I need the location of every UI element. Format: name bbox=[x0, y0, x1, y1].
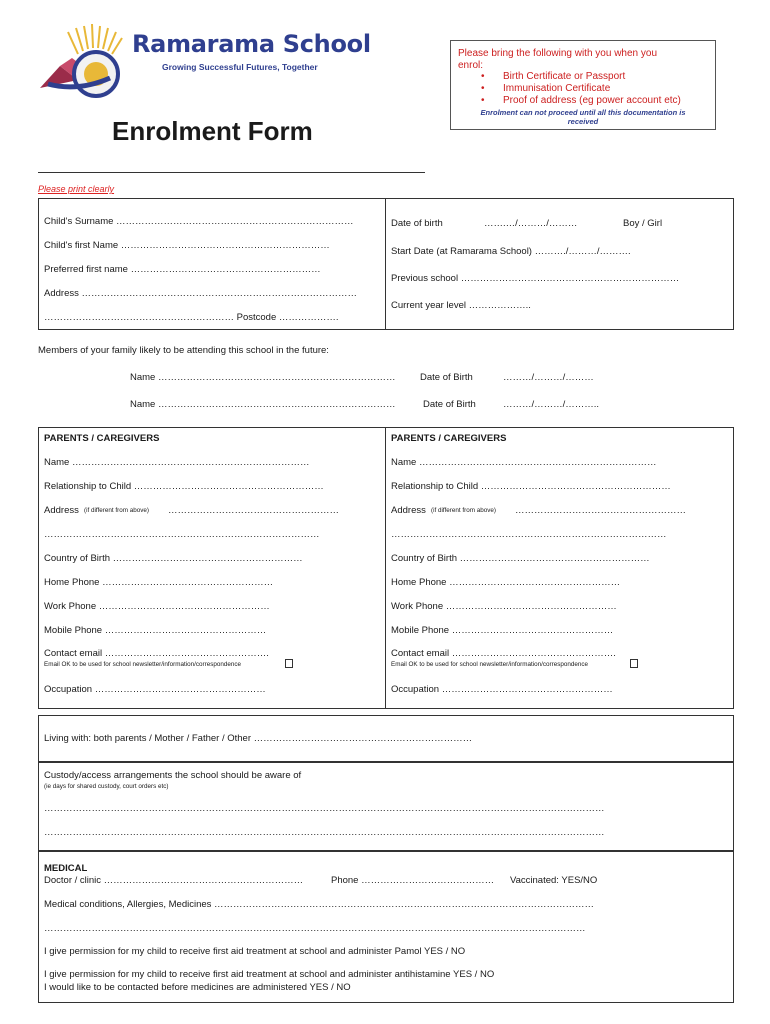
medical-heading: MEDICAL bbox=[44, 863, 88, 874]
sibling-name-field[interactable]: Name ………………………………………………………………… bbox=[130, 372, 396, 383]
child-first-name-field[interactable]: Child's first Name ………………………………………………………… bbox=[44, 240, 330, 251]
parent-work-phone-field[interactable]: Work Phone ……………………………………………… bbox=[44, 601, 270, 612]
notice-intro-1: Please bring the following with you when you bbox=[458, 48, 658, 59]
notice-warning-2: received bbox=[567, 117, 599, 126]
parent-address-field[interactable]: ……………………………………………… bbox=[515, 505, 686, 516]
parent-home-phone-field[interactable]: Home Phone ……………………………………………… bbox=[44, 577, 274, 588]
custody-note: (ie days for shared custody, court orders etc) bbox=[44, 783, 169, 790]
vaccinated-field[interactable]: Vaccinated: YES/NO bbox=[510, 875, 598, 886]
parent-address-line2[interactable]: …………………………………………………………………………… bbox=[44, 529, 320, 540]
parent-mobile-phone-field[interactable]: Mobile Phone …………………………………………… bbox=[391, 625, 614, 636]
parent-email-field[interactable]: Contact email ……………………………………………. bbox=[44, 648, 269, 659]
pamol-permission-field[interactable]: I give permission for my child to receive first aid treatment at school and administer Pamol YES / NO bbox=[44, 946, 466, 957]
medical-conditions-line2[interactable]: ……………………………………………………………………………………………………………………………………………………… bbox=[44, 923, 586, 934]
antihistamine-permission-field[interactable]: I give permission for my child to receive first aid treatment at school and administer antihistamine YES / NO bbox=[44, 969, 495, 980]
gender-field[interactable]: Boy / Girl bbox=[623, 218, 663, 229]
email-ok-checkbox[interactable] bbox=[285, 659, 293, 668]
notice-bullet: • bbox=[481, 71, 485, 82]
sibling-name-field[interactable]: Name ………………………………………………………………… bbox=[130, 399, 396, 410]
doctor-clinic-field[interactable]: Doctor / clinic ……………………………………………………… bbox=[44, 875, 304, 886]
notice-bullet: • bbox=[481, 95, 485, 106]
custody-line-2[interactable]: …………………………………………………………………………………………………………………………………………………………… bbox=[44, 827, 605, 838]
parent-work-phone-field[interactable]: Work Phone ……………………………………………… bbox=[391, 601, 617, 612]
parent-address-note: (if different from above) bbox=[84, 507, 149, 514]
documents-notice bbox=[450, 40, 716, 130]
parent-address-field[interactable]: ……………………………………………… bbox=[168, 505, 339, 516]
parent-address-label: Address bbox=[44, 505, 79, 516]
email-ok-label: Email OK to be used for school newsletter/information/correspondence bbox=[44, 661, 242, 668]
contact-before-medicines-field[interactable]: I would like to be contacted before medicines are administered YES / NO bbox=[44, 982, 351, 993]
sibling-dob-label: Date of Birth bbox=[420, 372, 473, 383]
notice-item: Birth Certificate or Passport bbox=[503, 71, 626, 82]
child-surname-field[interactable]: Child's Surname ………………………………………………………………… bbox=[44, 216, 354, 227]
notice-intro-2: enrol: bbox=[458, 60, 484, 71]
parent-mobile-phone-field[interactable]: Mobile Phone …………………………………………… bbox=[44, 625, 267, 636]
parents-heading: PARENTS / CAREGIVERS bbox=[44, 433, 160, 444]
family-heading: Members of your family likely to be attending this school in the future: bbox=[38, 345, 329, 356]
year-level-field[interactable]: Current year level ……………….. bbox=[391, 300, 531, 311]
parent-relationship-field[interactable]: Relationship to Child …………………………………………………… bbox=[44, 481, 324, 492]
date-of-birth-field[interactable]: …….…/………/……… bbox=[484, 218, 578, 229]
date-of-birth-label: Date of birth bbox=[391, 218, 443, 229]
parent-name-field[interactable]: Name ………………………………………………………………… bbox=[44, 457, 310, 468]
school-name: Ramarama School bbox=[132, 30, 371, 58]
parent-occupation-field[interactable]: Occupation ……………………………………………… bbox=[44, 684, 266, 695]
parent-occupation-field[interactable]: Occupation ……………………………………………… bbox=[391, 684, 613, 695]
logo-graphic bbox=[38, 18, 130, 100]
parent-email-field[interactable]: Contact email ……………………………………………. bbox=[391, 648, 616, 659]
doctor-phone-field[interactable]: Phone …………………………………… bbox=[331, 875, 495, 886]
print-clearly-note: Please print clearly bbox=[38, 184, 115, 194]
parent-country-field[interactable]: Country of Birth …………………………………………………… bbox=[391, 553, 650, 564]
title-underline bbox=[38, 172, 425, 173]
start-date-field[interactable]: Start Date (at Ramarama School) ………./………/………. bbox=[391, 246, 631, 257]
parent-country-field[interactable]: Country of Birth …………………………………………………… bbox=[44, 553, 303, 564]
parent-name-field[interactable]: Name ………………………………………………………………… bbox=[391, 457, 657, 468]
email-ok-label: Email OK to be used for school newsletter/information/correspondence bbox=[391, 661, 589, 668]
medical-conditions-field[interactable]: Medical conditions, Allergies, Medicines ………………………………………………………………………………………………………… bbox=[44, 899, 595, 910]
parent-relationship-field[interactable]: Relationship to Child …………………………………………………… bbox=[391, 481, 671, 492]
school-tagline: Growing Successful Futures, Together bbox=[162, 62, 318, 72]
notice-item: Immunisation Certificate bbox=[503, 83, 611, 94]
custody-line-1[interactable]: …………………………………………………………………………………………………………………………………………………………… bbox=[44, 803, 605, 814]
custody-heading: Custody/access arrangements the school should be aware of bbox=[44, 770, 302, 781]
notice-bullet: • bbox=[481, 83, 485, 94]
school-logo bbox=[38, 18, 130, 100]
sibling-dob-field[interactable]: ………/………/……… bbox=[503, 372, 594, 383]
parent-address-line2[interactable]: …………………………………………………………………………… bbox=[391, 529, 667, 540]
parents-heading: PARENTS / CAREGIVERS bbox=[391, 433, 507, 444]
notice-item: Proof of address (eg power account etc) bbox=[503, 95, 681, 106]
notice-warning-1: Enrolment can not proceed until all this documentation is bbox=[480, 108, 686, 117]
parent-address-note: (if different from above) bbox=[431, 507, 496, 514]
parent-address-label: Address bbox=[391, 505, 426, 516]
form-title: Enrolment Form bbox=[112, 116, 313, 146]
email-ok-checkbox[interactable] bbox=[630, 659, 638, 668]
preferred-name-field[interactable]: Preferred first name …………………………………………………… bbox=[44, 264, 321, 275]
sibling-dob-label: Date of Birth bbox=[423, 399, 476, 410]
child-address-field[interactable]: Address …………………………………………………………………………… bbox=[44, 288, 357, 299]
living-with-field[interactable]: Living with: both parents / Mother / Father / Other …………………………………………………………… bbox=[44, 733, 473, 744]
child-postcode-field[interactable]: …………………………………………………… Postcode ………………. bbox=[44, 312, 339, 323]
parent-home-phone-field[interactable]: Home Phone ……………………………………………… bbox=[391, 577, 621, 588]
child-details-divider bbox=[385, 198, 386, 330]
parents-divider bbox=[385, 427, 386, 709]
previous-school-field[interactable]: Previous school …………………………………………………………… bbox=[391, 273, 680, 284]
sibling-dob-field[interactable]: ………/………/……….. bbox=[503, 399, 600, 410]
